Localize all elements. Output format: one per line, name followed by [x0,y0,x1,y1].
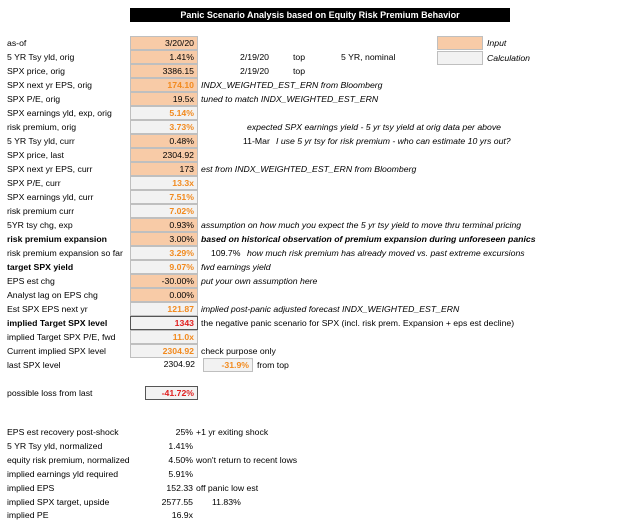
row-implied-pe [0,509,640,520]
row-5yr-tsy-orig [0,50,640,64]
row-note: 11.83% [212,497,241,507]
row-value[interactable]: 5.91% [168,469,193,479]
tsy-chg-exp-cell[interactable]: 0.93% [130,218,198,232]
row-label: last SPX level [7,360,61,370]
row-note: the negative panic scenario for SPX (incl. risk prem. Expansion + eps est decline) [201,318,515,328]
row-label: risk premium, orig [7,122,77,132]
row-earnings-yld-orig [0,106,640,120]
current-implied-cell[interactable]: 2304.92 [130,344,198,358]
row-value[interactable]: 4.50% [168,455,193,465]
row-note: tuned to match INDX_WEIGHTED_EST_ERN [201,94,379,104]
pe-curr-cell[interactable]: 13.3x [130,176,198,190]
row-label: implied Target SPX level [7,318,108,328]
est-eps-cell[interactable]: 121.87 [130,302,198,316]
row-note: INDX_WEIGHTED_EST_ERN from Bloomberg [201,80,383,90]
row-eps-est-chg [0,274,640,288]
row-eps-orig [0,78,640,92]
row-note: based on historical observation of premium expansion during unforeseen panics [201,234,536,244]
analyst-lag-cell[interactable]: 0.00% [130,288,198,302]
row-label: SPX price, last [7,150,64,160]
row-possible-loss [0,386,640,400]
row-label: equity risk premium, normalized [7,455,130,465]
row-risk-premium-expansion [0,232,640,246]
row-erp-normalized [0,453,640,467]
row-implied-target-pe [0,330,640,344]
row-note: how much risk premium has already moved vs. past extreme excursions [247,248,525,258]
spx-last-cell[interactable]: 2304.92 [130,148,198,162]
pct-from-top-cell[interactable]: -31.9% [203,358,253,372]
row-note: won't return to recent lows [196,455,298,465]
row-label: risk premium expansion [7,234,107,244]
row-label: implied earnings yld required [7,469,119,479]
row-note: fwd earnings yield [201,262,271,272]
row-label: SPX earnings yld, exp, orig [7,108,112,118]
row-eps-curr [0,162,640,176]
row-eps-recovery [0,425,640,439]
row-spx-price-last [0,148,640,162]
row-pe-orig [0,92,640,106]
legend-input-label: Input [487,38,507,48]
row-current-implied-level [0,344,640,358]
row-last-spx-level [0,358,640,372]
as-of-cell[interactable]: 3/20/20 [130,36,198,50]
row-note: put your own assumption here [201,276,318,286]
row-implied-earnings-yld [0,467,640,481]
target-yield-cell[interactable]: 9.07% [130,260,198,274]
row-note: implied post-panic adjusted forecast INDX_WEIGHTED_EST_ERN [201,304,460,314]
row-est-eps-next-yr [0,302,640,316]
row-label: SPX price, orig [7,66,65,76]
row-expansion-so-far [0,246,640,260]
row-target-yield [0,260,640,274]
risk-premium-curr-cell[interactable]: 7.02% [130,204,198,218]
row-note: expected SPX earnings yield - 5 yr tsy yield at orig data per above [247,122,502,132]
row-label: 5YR tsy chg, exp [7,220,73,230]
pe-orig-cell[interactable]: 19.5x [130,92,198,106]
row-value[interactable]: 2577.55 [161,497,193,507]
row-label: target SPX yield [7,262,74,272]
earnings-yld-curr-cell[interactable]: 7.51% [130,190,198,204]
last-spx-cell[interactable]: 2304.92 [163,359,195,369]
tsy-orig-cell[interactable]: 1.41% [130,50,198,64]
row-label: SPX next yr EPS, orig [7,80,92,90]
spx-orig-cell[interactable]: 3386.15 [130,64,198,78]
row-value[interactable]: 16.9x [171,510,193,520]
row-note: from top [257,360,289,370]
row-note: check purpose only [201,346,276,356]
row-label: as-of [7,38,27,48]
row-label: SPX P/E, curr [7,178,61,188]
row-note: +1 yr exiting shock [196,427,269,437]
row-label: implied PE [7,510,49,520]
row-label: Est SPX EPS next yr [7,304,88,314]
row-risk-premium-orig [0,120,640,134]
implied-target-pe-cell[interactable]: 11.0x [130,330,198,344]
row-spx-price-orig [0,64,640,78]
eps-est-chg-cell[interactable]: -30.00% [130,274,198,288]
row-label: SPX next yr EPS, curr [7,164,93,174]
row-label: implied EPS [7,483,55,493]
row-tsy-normalized [0,439,640,453]
row-label: implied SPX target, upside [7,497,110,507]
expansion-so-far-cell[interactable]: 3.29% [130,246,198,260]
row-5yr-tsy-curr [0,134,640,148]
row-implied-eps [0,481,640,495]
row-label: 5 YR Tsy yld, orig [7,52,75,62]
row-label: 5 YR Tsy yld, normalized [7,441,103,451]
date-note: 11-Mar [243,136,270,146]
row-label: risk premium expansion so far [7,248,123,258]
row-label: possible loss from last [7,388,93,398]
row-pe-curr [0,176,640,190]
tsy-curr-cell[interactable]: 0.48% [130,134,198,148]
row-label: Analyst lag on EPS chg [7,290,98,300]
implied-target-cell[interactable]: 1343 [130,316,198,330]
risk-premium-expansion-cell[interactable]: 3.00% [130,232,198,246]
row-label: Current implied SPX level [7,346,106,356]
earnings-yld-orig-cell[interactable]: 5.14% [130,106,198,120]
row-as-of [0,36,640,50]
row-note: off panic low est [196,483,259,493]
top-note: top [293,52,306,62]
row-value[interactable]: 1.41% [168,441,193,451]
risk-premium-orig-cell[interactable]: 3.73% [130,120,198,134]
row-value[interactable]: 25% [175,427,193,437]
row-note: est from INDX_WEIGHTED_EST_ERN from Bloomberg [201,164,417,174]
row-label: implied Target SPX P/E, fwd [7,332,116,342]
row-label: SPX earnings yld, curr [7,192,94,202]
row-tsy-chg-exp [0,218,640,232]
row-risk-premium-curr [0,204,640,218]
date-note: 2/19/20 [240,66,269,76]
eps-orig-cell[interactable]: 174.10 [130,78,198,92]
row-note: I use 5 yr tsy for risk premium - who can estimate 10 yrs out? [276,136,511,146]
row-value[interactable]: 152.33 [166,483,193,493]
row-label: SPX P/E, orig [7,94,61,104]
row-implied-target-level [0,316,640,330]
tenor-note: 5 YR, nominal [341,52,396,62]
eps-curr-cell[interactable]: 173 [130,162,198,176]
row-label: EPS est recovery post-shock [7,427,119,437]
date-note: 2/19/20 [240,52,269,62]
possible-loss-cell[interactable]: -41.72% [145,386,198,400]
row-analyst-lag [0,288,640,302]
row-implied-spx-target [0,495,640,509]
row-note: assumption on how much you expect the 5 yr tsy yield to move thru terminal pricing [201,220,522,230]
row-earnings-yld-curr [0,190,640,204]
row-label: 5 YR Tsy yld, curr [7,136,75,146]
row-label: risk premium curr [7,206,75,216]
pct-note: 109.7% [211,248,241,258]
legend-calc-label: Calculation [487,53,530,63]
sheet-title: Panic Scenario Analysis based on Equity Risk Premium Behavior [130,8,510,22]
row-label: EPS est chg [7,276,55,286]
top-note: top [293,66,306,76]
